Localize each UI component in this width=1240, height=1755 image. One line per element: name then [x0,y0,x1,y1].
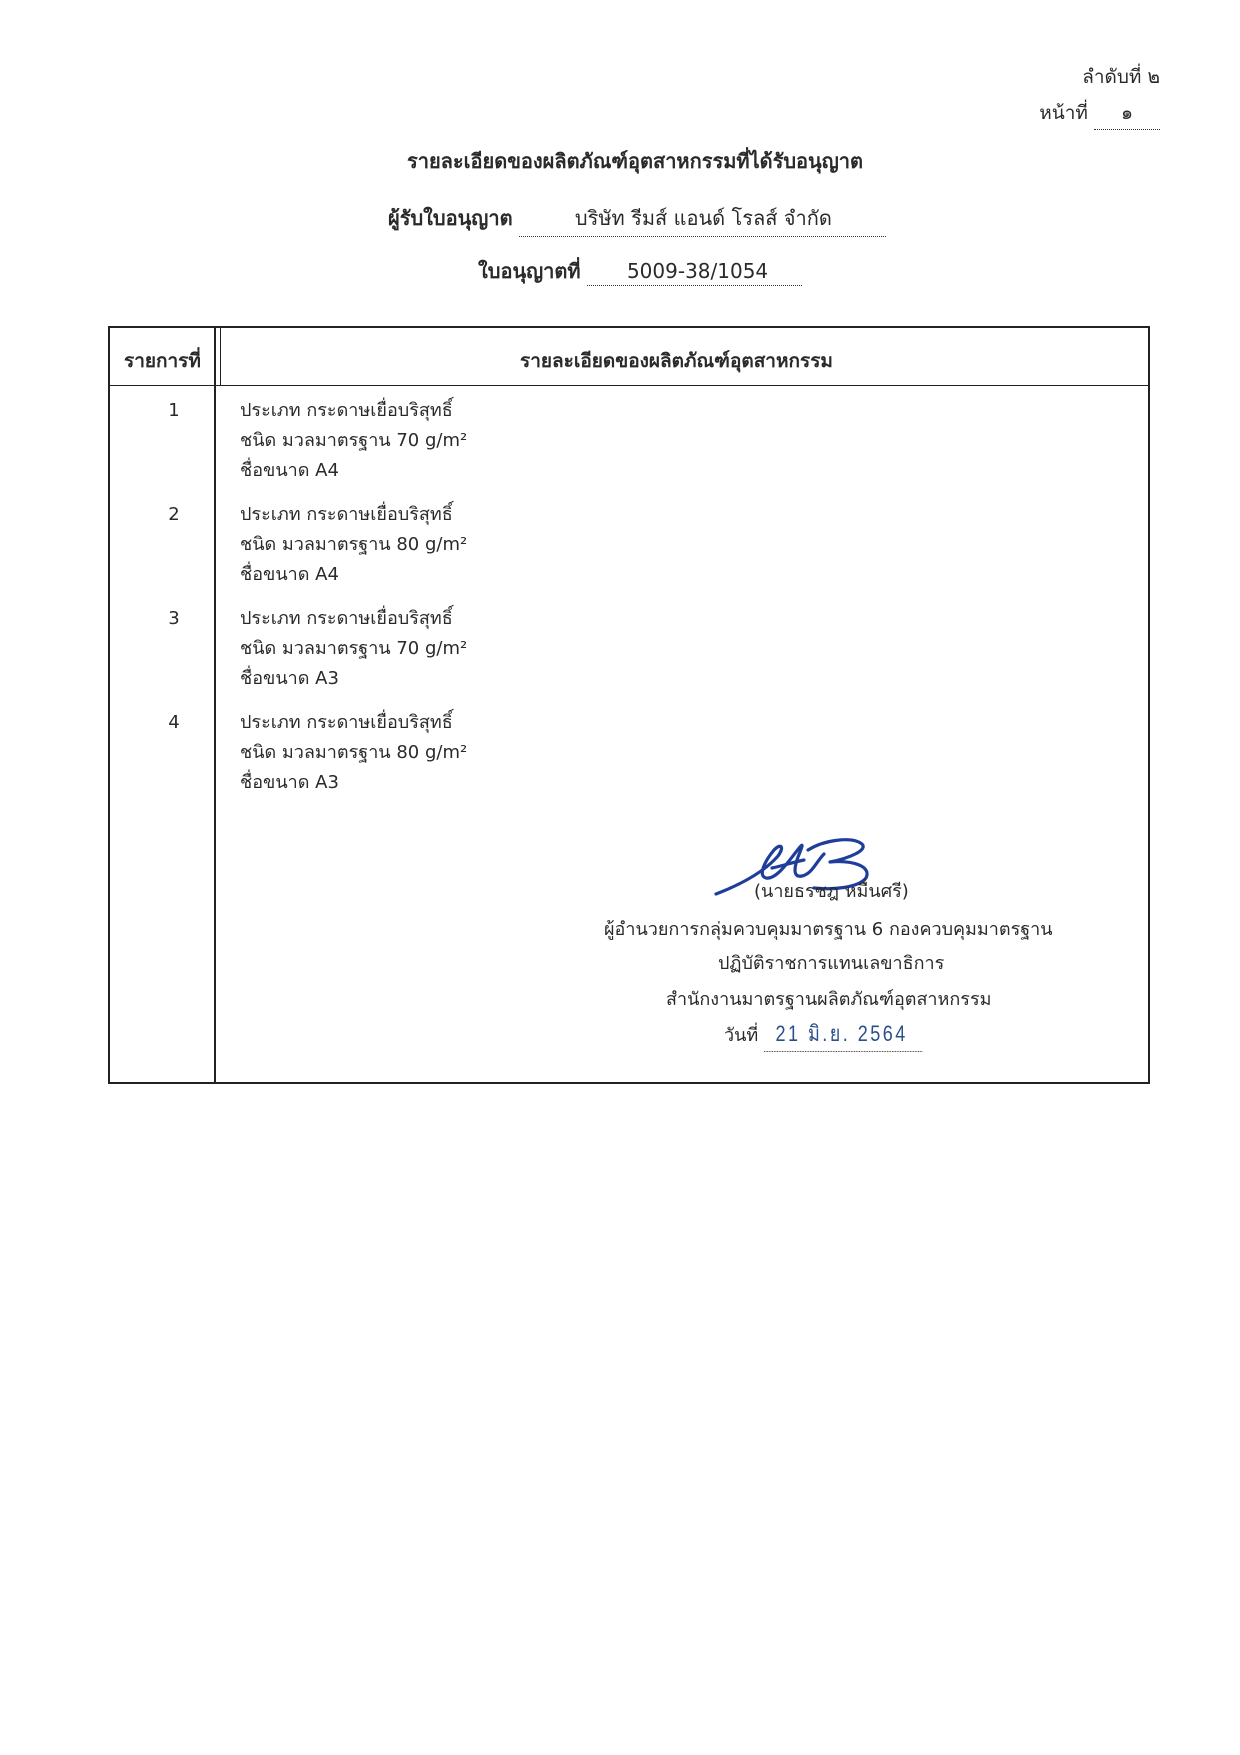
item-type: ประเภท กระดาษเยื่อบริสุทธิ์ [240,608,453,629]
item-detail [240,396,467,486]
signatory-acting-for: ปฏิบัติราชการแทนเลขาธิการ [718,953,945,974]
item-kind: ชนิด มวลมาตรฐาน 80 g/m² [240,534,468,555]
item-detail [240,500,467,590]
product-table [108,326,1150,1084]
item-size: ชื่อขนาด A3 [240,668,339,689]
item-kind: ชนิด มวลมาตรฐาน 80 g/m² [240,742,468,763]
licensee-label: ผู้รับใบอนุญาต [388,206,513,230]
sequence-label: ลำดับที่ ๒ [1082,66,1160,88]
item-type: ประเภท กระดาษเยื่อบริสุทธิ์ [240,504,453,525]
item-number: 4 [168,712,180,733]
item-size: ชื่อขนาด A3 [240,772,339,793]
signatory-name: (นายธรชฎ หมื่นศรี) [754,881,909,902]
item-kind: ชนิด มวลมาตรฐาน 70 g/m² [240,638,468,659]
sequence-number [1082,62,1160,92]
date-value: 21 มิ.ย. 2564 [764,1016,922,1052]
page-value: ๑ [1094,98,1160,130]
date-label: วันที่ [724,1025,759,1046]
item-size: ชื่อขนาด A4 [240,564,339,585]
page-number [1039,98,1160,130]
column-header-item: รายการที่ [124,350,201,372]
item-number: 3 [168,608,180,629]
item-detail [240,604,467,694]
item-type: ประเภท กระดาษเยื่อบริสุทธิ์ [240,712,453,733]
column-header-detail: รายละเอียดของผลิตภัณฑ์อุตสาหกรรม [520,350,833,372]
signatory-office: สำนักงานมาตรฐานผลิตภัณฑ์อุตสาหกรรม [666,989,992,1010]
signatory-position: ผู้อำนวยการกลุ่มควบคุมมาตรฐาน 6 กองควบคุมมาตรฐาน [604,919,1053,940]
column-divider [214,328,216,1082]
license-value: 5009-38/1054 [587,259,802,286]
header-divider [110,385,1148,386]
signature-date-row [724,1016,957,1052]
item-number: 2 [168,504,180,525]
licensee-row [388,202,886,237]
item-detail [240,708,467,798]
item-kind: ชนิด มวลมาตรฐาน 70 g/m² [240,430,468,451]
item-type: ประเภท กระดาษเยื่อบริสุทธิ์ [240,400,453,421]
column-divider-inner [220,328,221,386]
document-title: รายละเอียดของผลิตภัณฑ์อุตสาหกรรมที่ได้รับอนุญาต [406,149,863,173]
licensee-value: บริษัท รีมส์ แอนด์ โรลส์ จำกัด [519,202,886,237]
page-label: หน้าที่ [1039,102,1088,124]
item-number: 1 [168,400,180,421]
item-size: ชื่อขนาด A4 [240,460,339,481]
license-row [478,255,802,287]
license-label: ใบอนุญาตที่ [478,259,581,283]
